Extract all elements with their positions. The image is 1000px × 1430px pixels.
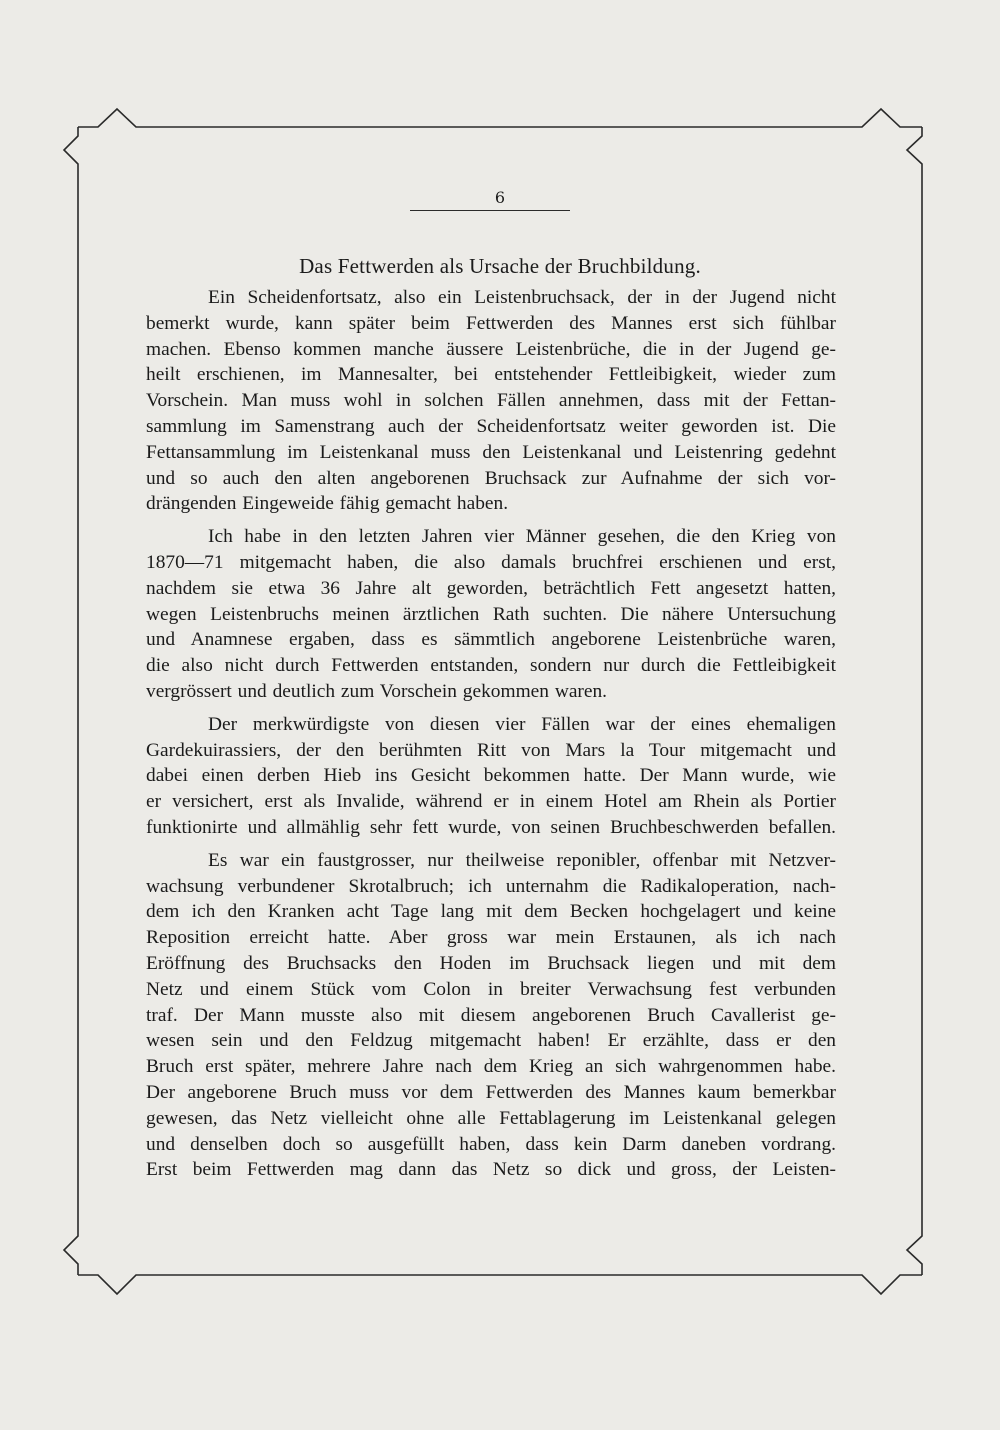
text-line: Erst beim Fettwerden mag dann das Netz so dick und gross, der Leisten- — [146, 1159, 836, 1181]
text-line: Eröffnung des Bruchsacks den Hoden im Bruchsack liegen und mit dem — [146, 952, 836, 974]
text-line: Netz und einem Stück vom Colon in breiter Verwachsung fest verbunden — [146, 978, 836, 1000]
paragraph — [146, 848, 836, 1183]
text-line: und so auch den alten angeborenen Bruchsack zur Aufnahme der sich vor- — [146, 467, 836, 489]
text-line: er versichert, erst als Invalide, während er in einem Hotel am Rhein als Portier — [146, 791, 836, 813]
text-line: nachdem sie etwa 36 Jahre alt geworden, beträchtlich Fett angesetzt hatten, — [146, 577, 836, 599]
paragraph — [146, 712, 836, 841]
text-line: und denselben doch so ausgefüllt haben, dass kein Darm daneben vordrang. — [146, 1133, 836, 1155]
text-line: dem ich den Kranken acht Tage lang mit dem Becken hochgelagert und keine — [146, 901, 836, 923]
text-line: traf. Der Mann musste also mit diesem angeborenen Bruch Cavallerist ge- — [146, 1004, 836, 1026]
text-line: Bruch erst später, mehrere Jahre nach dem Krieg an sich wahrgenommen habe. — [146, 1056, 836, 1078]
text-line: 1870—71 mitgemacht haben, die also damals bruchfrei erschienen und erst, — [146, 551, 836, 573]
text-line: Der merkwürdigste von diesen vier Fällen war der eines ehemaligen — [208, 713, 836, 735]
text-line: wegen Leistenbruchs meinen ärztlichen Rath suchten. Die nähere Untersuchung — [146, 603, 836, 625]
text-line: Ein Scheidenfortsatz, also ein Leistenbruchsack, der in der Jugend nicht — [208, 287, 836, 308]
paragraph — [146, 285, 836, 517]
text-line: sammlung im Samenstrang auch der Scheidenfortsatz weiter geworden ist. Die — [146, 415, 836, 437]
text-line: wachsung verbundener Skrotalbruch; ich unternahm die Radikaloperation, nach- — [146, 875, 836, 897]
page-number: 6 — [494, 188, 506, 207]
text-line: Ich habe in den letzten Jahren vier Männer gesehen, die den Krieg von — [208, 526, 836, 548]
text-line: wesen sein und den Feldzug mitgemacht haben! Er erzählte, dass er den — [146, 1030, 836, 1052]
text-line: funktionirte und allmählig sehr fett wurde, von seinen Bruchbeschwerden befallen. — [146, 816, 836, 838]
text-line: Es war ein faustgrosser, nur theilweise reponibler, offenbar mit Netzver- — [208, 849, 836, 871]
chapter-title: Das Fettwerden als Ursache der Bruchbildung. — [299, 254, 701, 278]
body-text — [146, 285, 836, 1190]
text-line: die also nicht durch Fettwerden entstanden, sondern nur durch die Fettleibigkeit — [146, 655, 836, 677]
text-line: und Anamnese ergaben, dass es sämmtlich angeborene Leistenbrüche waren, — [146, 629, 836, 651]
text-line: Der angeborene Bruch muss vor dem Fettwerden des Mannes kaum bemerkbar — [146, 1081, 836, 1103]
text-line: bemerkt wurde, kann später beim Fettwerden des Mannes erst sich fühlbar — [146, 312, 836, 334]
page-number-rule — [410, 210, 570, 211]
text-line: Gardekuirassiers, der den berühmten Ritt von Mars la Tour mitgemacht und — [146, 739, 836, 761]
text-line: vergrössert und deutlich zum Vorschein gekommen waren. — [146, 680, 608, 702]
text-line: Reposition erreicht hatte. Aber gross war mein Erstaunen, als ich nach — [146, 927, 836, 949]
text-line: heilt erschienen, im Mannesalter, bei entstehender Fettleibigkeit, wieder zum — [146, 364, 836, 386]
text-line: Vorschein. Man muss wohl in solchen Fällen annehmen, dass mit der Fettan- — [146, 390, 836, 412]
paragraph — [146, 524, 836, 705]
text-line: drängenden Eingeweide fähig gemacht haben. — [146, 493, 509, 515]
text-line: machen. Ebenso kommen manche äussere Leistenbrüche, die in der Jugend ge- — [146, 338, 836, 360]
text-line: gewesen, das Netz vielleicht ohne alle Fettablagerung im Leistenkanal gelegen — [146, 1107, 836, 1129]
text-line: dabei einen derben Hieb ins Gesicht bekommen hatte. Der Mann wurde, wie — [146, 765, 836, 787]
text-line: Fettansammlung im Leistenkanal muss den Leistenkanal und Leistenring gedehnt — [146, 441, 836, 463]
